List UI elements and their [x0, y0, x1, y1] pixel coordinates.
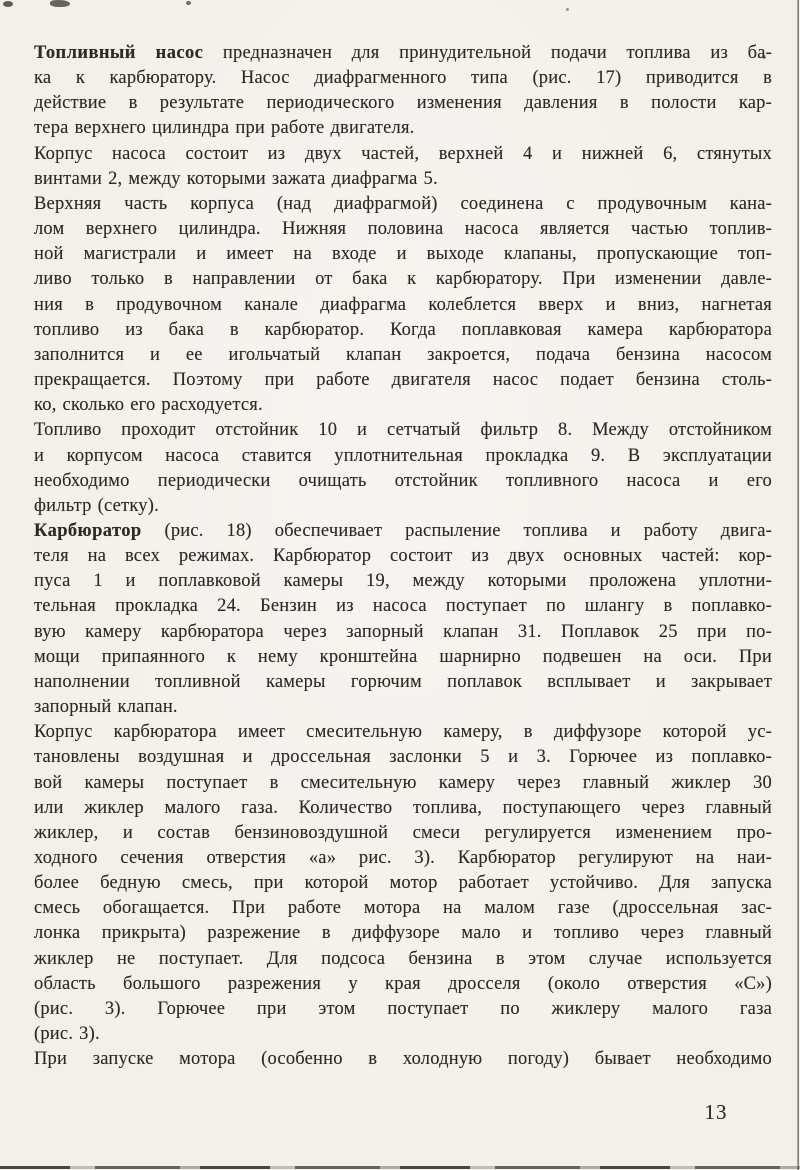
text-line: действие в результате периодического изменения давления в полости кар-	[34, 93, 772, 114]
ink-speck	[3, 1, 13, 7]
text-line: тера верхнего цилиндра при работе двигателя.	[34, 118, 415, 139]
text-line: заполнится и ее игольчатый клапан закроется, подача бензина насосом	[34, 344, 772, 365]
text-line: тельная прокладка 24. Бензин из насоса поступает по шлангу в поплавко-	[34, 596, 772, 617]
text-line: ния в продувочном канале диафрагма колеблется вверх и вниз, нагнетая	[34, 294, 772, 315]
text-line: и корпусом насоса ставится уплотнительная прокладка 9. В эксплуатации	[34, 445, 772, 466]
text-line: Карбюратор (рис. 18) обеспечивает распыление топлива и работу двига-	[34, 520, 772, 541]
text-line: ходного сечения отверстия «а» рис. 3). Карбюратор регулируют на наи-	[34, 848, 772, 868]
ink-speck	[566, 8, 569, 11]
text-line: или жиклер малого газа. Количество топлива, поступающего через главный	[34, 797, 772, 818]
scan-edge-right	[797, 0, 799, 1170]
text-line: фильтр (сетку).	[34, 495, 159, 516]
text-line: Корпус насоса состоит из двух частей, верхней 4 и нижней 6, стянутых	[34, 143, 772, 164]
text-line: необходимо периодически очищать отстойник топливного насоса и его	[34, 470, 772, 491]
text-line: вой камеры поступает в смесительную камеру через главный жиклер 30	[34, 772, 772, 793]
text-line: более бедную смесь, при которой мотор работает устойчиво. Для запуска	[34, 873, 772, 894]
text-line: Топливо проходит отстойник 10 и сетчатый фильтр 8. Между отстойником	[34, 420, 772, 441]
text-line: вую камеру карбюратора через запорный клапан 31. Поплавок 25 при по-	[34, 621, 772, 642]
page-number: 13	[704, 1100, 728, 1124]
text-line: При запуске мотора (особенно в холодную погоду) бывает необходимо	[34, 1049, 772, 1070]
text-line: жиклер, и состав бензиновоздушной смеси регулируется изменением про-	[34, 822, 772, 843]
bold-lead-in: Топливный насос	[34, 43, 204, 63]
body-text-block	[34, 41, 772, 1072]
text-line: Верхняя часть корпуса (над диафрагмой) соединена с продувочным кана-	[34, 193, 772, 214]
ink-speck	[50, 0, 70, 7]
text-line: винтами 2, между которыми зажата диафрагма 5.	[34, 168, 438, 189]
text-line: наполнении топливной камеры горючим поплавок всплывает и закрывает	[34, 671, 772, 692]
text-line: лом верхнего цилиндра. Нижняя половина насоса является частью топлив-	[34, 219, 772, 240]
text-line: ко, сколько его расходуется.	[34, 395, 263, 416]
text-line: ка к карбюратору. Насос диафрагменного типа (рис. 17) приводится в	[34, 68, 772, 89]
text-line: лонка прикрыта) разрежение в диффузоре мало и топливо через главный	[34, 923, 772, 944]
text-line: (рис. 3). Горючее при этом поступает по жиклеру малого газа	[34, 998, 772, 1019]
text-line: Корпус карбюратора имеет смесительную камеру, в диффузоре которой ус-	[34, 722, 772, 743]
text-line: Топливный насос предназначен для принудительной подачи топлива из ба-	[34, 43, 772, 63]
text-line: (рис. 3).	[34, 1024, 100, 1045]
text-line: ливо только в направлении от бака к карбюратору. При изменении давле-	[34, 269, 772, 290]
text-line: топливо из бака в карбюратор. Когда поплавковая камера карбюратора	[34, 319, 772, 340]
text-line: запорный клапан.	[34, 697, 178, 718]
text-line: тановлены воздушная и дроссельная заслонки 5 и 3. Горючее из поплавко-	[34, 747, 772, 768]
text-line: прекращается. Поэтому при работе двигателя насос подает бензина столь-	[34, 370, 772, 391]
bold-lead-in: Карбюратор	[34, 520, 142, 541]
text-line: жиклер не поступает. Для подсоса бензина в этом случае используется	[34, 948, 772, 969]
text-line: мощи припаянного к нему кронштейна шарнирно подвешен на оси. При	[34, 646, 772, 667]
scan-edge-bottom	[0, 1166, 800, 1169]
text-line: смесь обогащается. При работе мотора на малом газе (дроссельная зас-	[34, 898, 772, 919]
text-line: ной магистрали и имеет на входе и выходе клапаны, пропускающие топ-	[34, 244, 772, 265]
ink-speck	[186, 1, 191, 5]
text-line: пуса 1 и поплавковой камеры 19, между которыми проложена уплотни-	[34, 571, 772, 592]
text-line: теля на всех режимах. Карбюратор состоит из двух основных частей: кор-	[34, 546, 772, 567]
text-line: область большого разрежения у края дросселя (около отверстия «С»)	[34, 973, 772, 994]
